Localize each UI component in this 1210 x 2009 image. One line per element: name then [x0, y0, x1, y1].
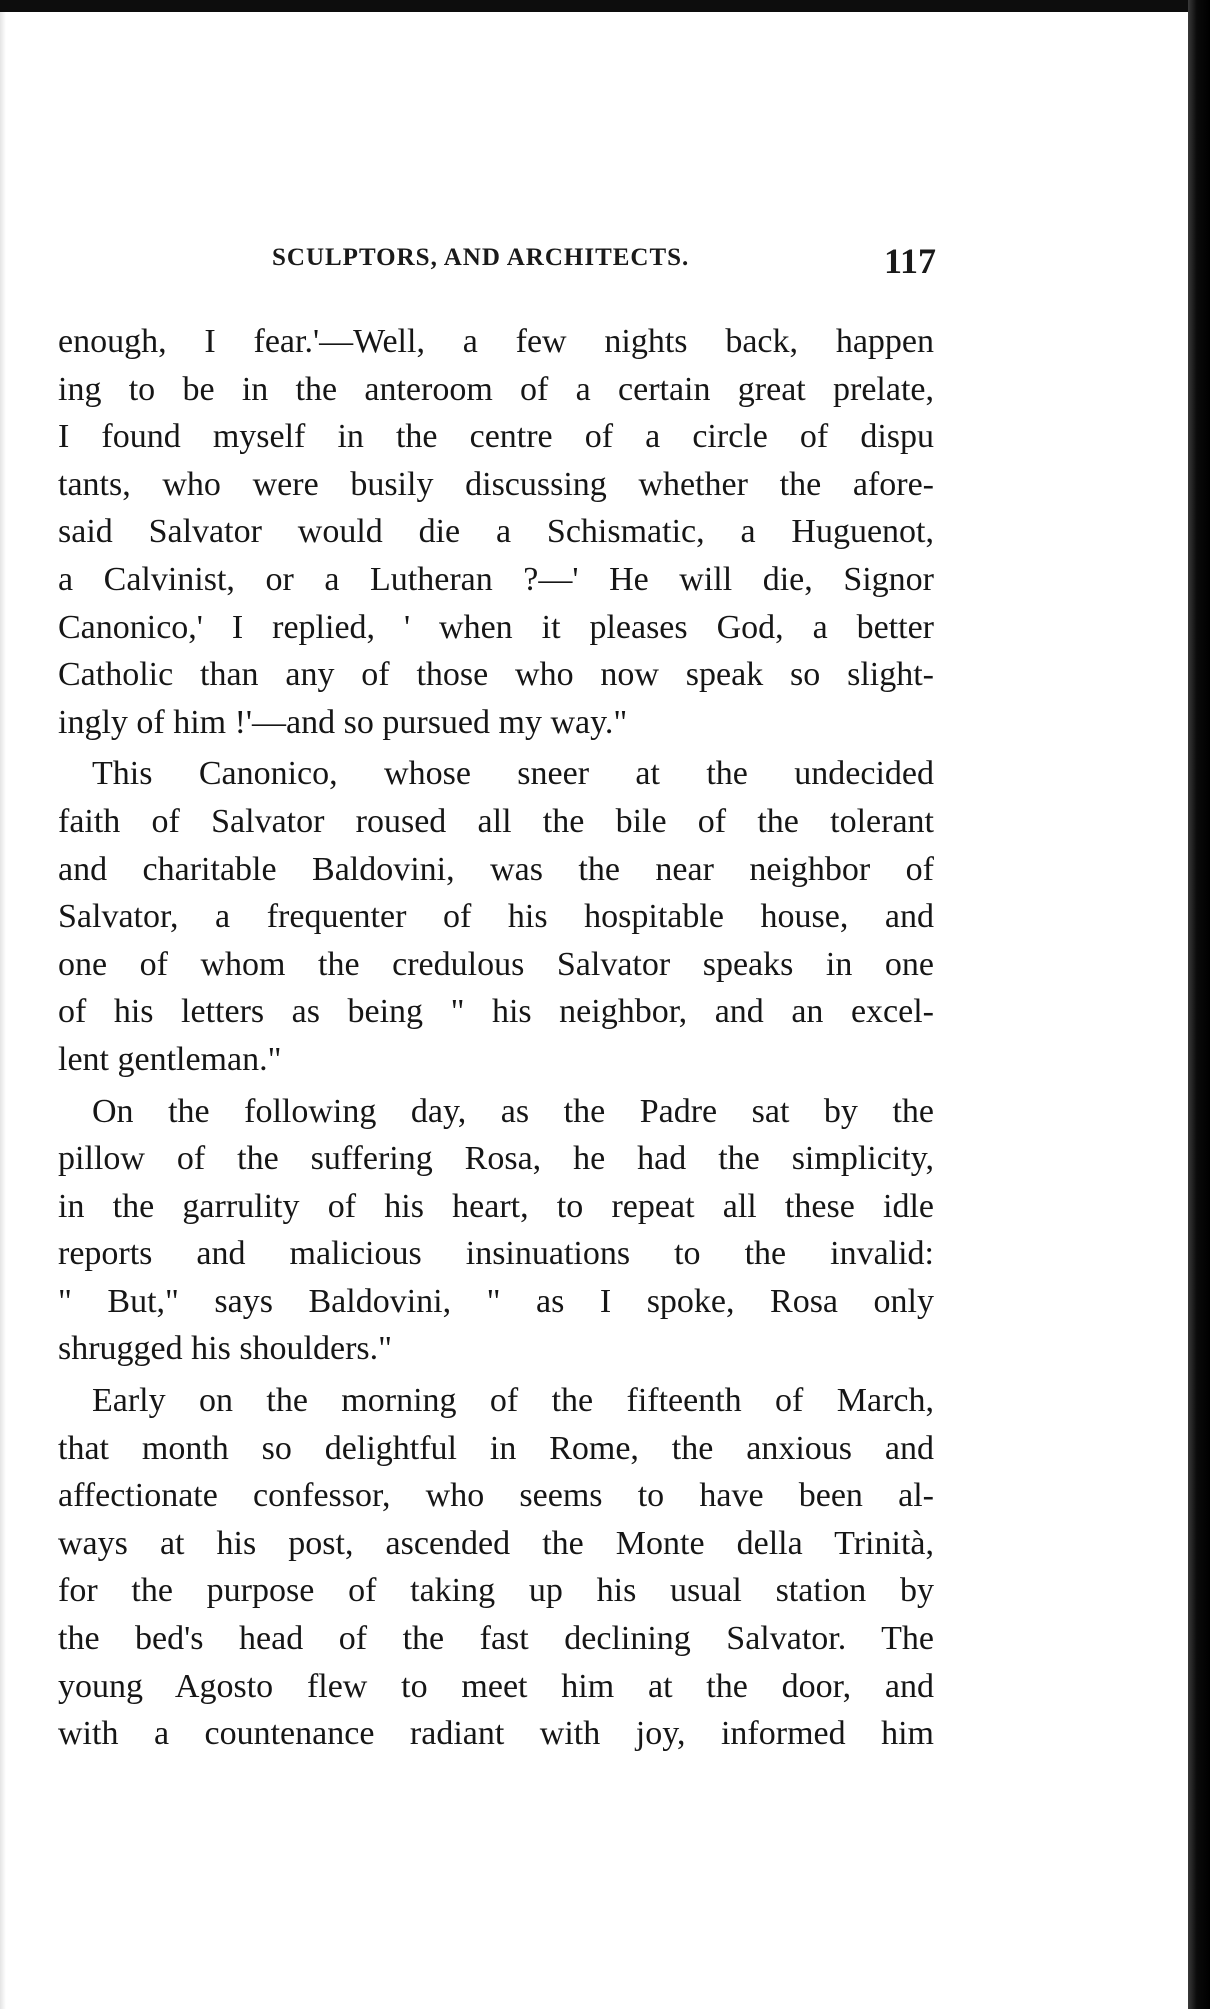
text-line: tants, who were busily discussing whether the afore- [58, 465, 934, 503]
text-line: young Agosto flew to meet him at the door, and [58, 1667, 934, 1705]
text-line: ingly of him !'—and so pursued my way." [58, 703, 628, 741]
text-line: ing to be in the anteroom of a certain great prelate, [58, 370, 934, 408]
text-line: lent gentleman." [58, 1040, 282, 1078]
paragraph [58, 750, 934, 1083]
text-line: of his letters as being " his neighbor, and an excel- [58, 993, 934, 1031]
paragraph [58, 1088, 934, 1374]
text-line: a Calvinist, or a Lutheran ?—' He will die, Signor [58, 560, 934, 598]
text-line: shrugged his shoulders." [58, 1330, 393, 1368]
text-line: faith of Salvator roused all the bile of the tolerant [58, 802, 934, 840]
text-line: and charitable Baldovini, was the near neighbor of [58, 850, 934, 888]
page-number: 117 [884, 241, 937, 281]
text-line: " But," says Baldovini, " as I spoke, Rosa only [58, 1282, 934, 1320]
text-line: Salvator, a frequenter of his hospitable house, and [58, 898, 934, 936]
scan-right-edge [1188, 0, 1210, 2009]
text-line: with a countenance radiant with joy, informed him [58, 1715, 934, 1753]
text-line: affectionate confessor, who seems to have been al- [58, 1477, 934, 1515]
text-line: Early on the morning of the fifteenth of March, [92, 1382, 934, 1420]
text-line: I found myself in the centre of a circle of dispu [58, 418, 934, 456]
running-head: SCULPTORS, AND ARCHITECTS. [272, 244, 690, 271]
paragraph [58, 1377, 934, 1758]
text-line: On the following day, as the Padre sat by the [92, 1092, 934, 1130]
text-line: ways at his post, ascended the Monte della Trinità, [58, 1524, 934, 1562]
text-line: pillow of the suffering Rosa, he had the simplicity, [58, 1140, 934, 1178]
text-line: in the garrulity of his heart, to repeat all these idle [58, 1187, 934, 1225]
text-line: that month so delightful in Rome, the anxious and [58, 1429, 934, 1467]
text-line: one of whom the credulous Salvator speaks in one [58, 945, 934, 983]
text-line: the bed's head of the fast declining Salvator. The [58, 1620, 934, 1658]
body-text [58, 318, 934, 1758]
text-line: for the purpose of taking up his usual station by [58, 1572, 934, 1610]
text-line: Canonico,' I replied, ' when it pleases God, a better [58, 608, 934, 646]
text-line: enough, I fear.'—Well, a few nights back, happen [58, 323, 934, 360]
text-line: Catholic than any of those who now speak so slight- [58, 656, 934, 694]
text-line: This Canonico, whose sneer at the undecided [92, 755, 934, 793]
paragraph [58, 318, 934, 746]
text-line: said Salvator would die a Schismatic, a Huguenot, [58, 513, 934, 551]
text-line: reports and malicious insinuations to the invalid: [58, 1235, 934, 1273]
